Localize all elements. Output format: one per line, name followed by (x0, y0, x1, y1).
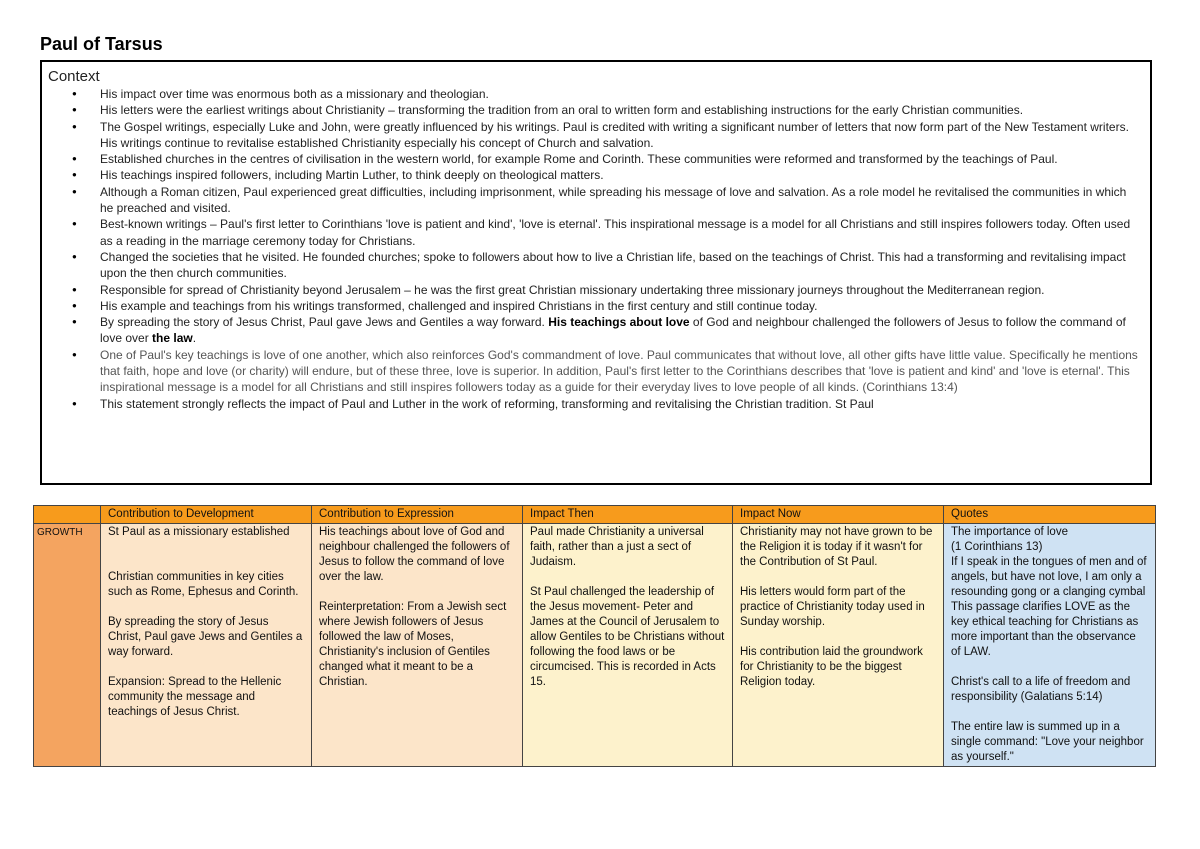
header-quotes: Quotes (944, 506, 1156, 524)
impact-then-text: Paul made Christianity a universal faith, rather than a just a sect of Judaism. (530, 526, 704, 568)
development-text: St Paul as a missionary established (108, 526, 290, 538)
growth-table (33, 505, 1156, 767)
development-text: By spreading the story of Jesus Christ, Paul gave Jews and Gentiles a way forward. (108, 616, 303, 658)
law-text-2: of God and neighbour challenged the followers of Jesus to follow the command of love over (100, 315, 1126, 346)
impact-then-text: St Paul challenged the leadership of the Jesus movement- Peter and James at the Council of Jerusalem to allow Gentiles to be Christians without following the food laws or be circumcised. This is recorded in Acts 15. (530, 586, 725, 688)
context-bullet: ● Changed the societies that he visited. He founded churches; spoke to followers about how to live a Christian life, based on the teachings of Christ. This had a transforming and revitalising impact upon the then church communities. (100, 249, 1142, 282)
impact-now-text: His contribution laid the groundwork for Christianity to be the biggest Religion today. (740, 646, 923, 688)
context-bullet: ● His teachings inspired followers, including Martin Luther, to think deeply on theological matters. (100, 167, 1142, 183)
quote-text: The entire law is summed up in a single command: "Love your neighbor as yourself." (951, 721, 1144, 763)
law-text-3: . (192, 331, 197, 346)
table-header-row (34, 506, 1156, 524)
context-bullet: ● His letters were the earliest writings about Christianity – transforming the tradition from an oral to written form and establishing instructions for the early Christian communities. (100, 102, 1142, 118)
header-development: Contribution to Development (101, 506, 312, 524)
expression-text: His teachings about love of God and neighbour challenged the followers of Jesus to follow the command of love over the law. (319, 526, 510, 583)
cell-impact-then (523, 524, 733, 767)
row-label-growth: GROWTH (34, 524, 101, 767)
context-bullet: ● Best-known writings – Paul's first letter to Corinthians 'love is patient and kind', 'love is eternal'. This inspirational message is a model for all Christians and still inspires followers today. Often used as a reading in the marriage ceremony today for Christians. (100, 216, 1142, 249)
cell-impact-now (733, 524, 944, 767)
context-bullet: ● His impact over time was enormous both as a missionary and theologian. (100, 86, 1142, 102)
header-blank (34, 506, 101, 524)
context-bullet: ● Although a Roman citizen, Paul experienced great difficulties, including imprisonment, while spreading his message of love and salvation. As a role model he revitalised the communities in which he preached and visited. (100, 184, 1142, 217)
context-box (40, 60, 1152, 485)
context-bullet-law (100, 314, 1142, 347)
context-bullet: ● Established churches in the centres of civilisation in the western world, for example Rome and Corinth. These communities were reformed and transformed by the teachings of Paul. (100, 151, 1142, 167)
law-bold-2: the law (152, 331, 193, 346)
header-impact-now: Impact Now (733, 506, 944, 524)
context-list (48, 86, 1142, 412)
law-bold-1: His teachings about love (548, 315, 690, 330)
quote-text: If I speak in the tongues of men and of angels, but have not love, I am only a resounding gong or a clanging cymbal This passage clarifies LOVE as the key ethical teaching for Christians as more important than the observance of LAW. (951, 556, 1147, 658)
impact-now-text: His letters would form part of the practice of Christianity today used in Sunday worship. (740, 586, 925, 628)
law-text-1: By spreading the story of Jesus Christ, Paul gave Jews and Gentiles a way forward. (100, 315, 549, 330)
context-bullet: ● The Gospel writings, especially Luke and John, were greatly influenced by his writings. Paul is credited with writing a significant number of letters that now form part of the New Testament writers. His writings continue to revitalise established Christianity especially his concept of Church and salvation. (100, 119, 1142, 152)
cell-expression (312, 524, 523, 767)
cell-development (101, 524, 312, 767)
development-text: Christian communities in key cities such as Rome, Ephesus and Corinth. (108, 571, 299, 598)
header-expression: Contribution to Expression (312, 506, 523, 524)
context-bullet: ● Responsible for spread of Christianity beyond Jerusalem – he was the first great Christian missionary undertaking three missionary journeys throughout the Mediterranean region. (100, 282, 1142, 298)
development-text: Expansion: Spread to the Hellenic community the message and teachings of Jesus Christ. (108, 676, 282, 718)
cell-quotes (944, 524, 1156, 767)
table-row (34, 524, 1156, 767)
context-bullet-last: ● This statement strongly reflects the impact of Paul and Luther in the work of reforming, transforming and revitalising the Christian tradition. St Paul (100, 396, 1142, 412)
context-bullet: ● His example and teachings from his writings transformed, challenged and inspired Christians in the first century and still continue today. (100, 298, 1142, 314)
impact-now-text: Christianity may not have grown to be the Religion it is today if it wasn't for the Contribution of St Paul. (740, 526, 933, 568)
expression-text: Reinterpretation: From a Jewish sect where Jewish followers of Jesus followed the law of Moses, Christianity's inclusion of Gentiles changed what it meant to be a Christian. (319, 601, 507, 688)
page-title: Paul of Tarsus (40, 34, 163, 54)
quote-text: Christ's call to a life of freedom and responsibility (Galatians 5:14) (951, 676, 1131, 703)
context-bullet-love: ● One of Paul's key teachings is love of one another, which also reinforces God's commandment of love. Paul communicates that without love, all other gifts have little value. Specifically he mentions that faith, hope and love (or charity) will endure, but of these three, love is superior. In addition, Paul's first letter to the Corinthians describes that 'love is patient and kind' and 'love is eternal'. This inspirational message is a model for all Christians and still inspires followers today as a guide for their everyday lives to love people of all kinds. (Corinthians 13:4) (100, 347, 1142, 396)
header-impact-then: Impact Then (523, 506, 733, 524)
quote-title: The importance of love (951, 526, 1068, 538)
context-heading: Context (48, 68, 100, 85)
quote-reference: (1 Corinthians 13) (951, 541, 1043, 553)
